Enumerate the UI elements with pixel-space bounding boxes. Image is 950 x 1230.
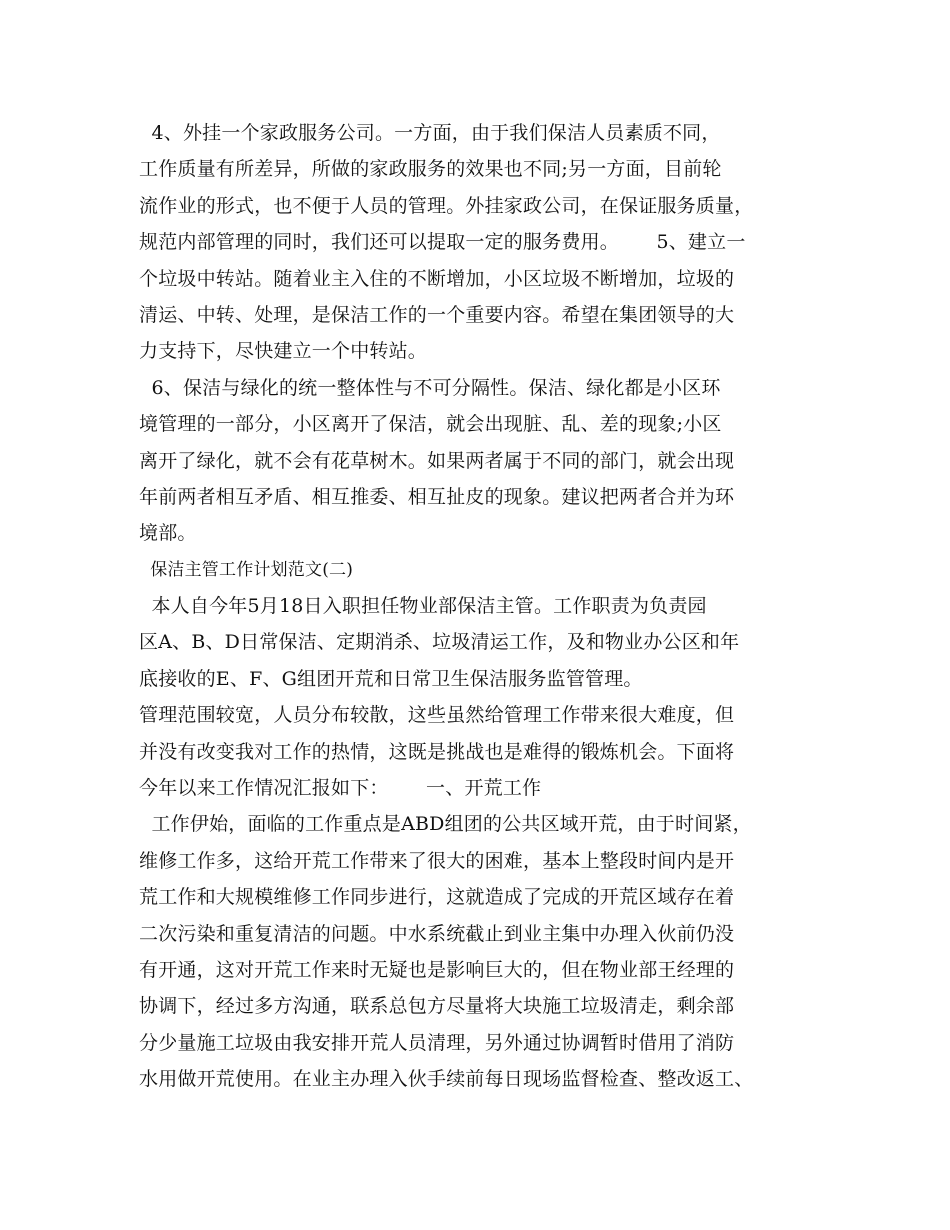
text-line: 4、外挂一个家政服务公司。一方面，由于我们保洁人员素质不同， xyxy=(139,122,721,144)
text-line: 底接收的E、F、G组团开荒和日常卫生保洁服务监管管理。 xyxy=(139,667,643,690)
text-line: 规范内部管理的同时，我们还可以提取一定的服务费用。 5、建立一 xyxy=(139,231,746,254)
text-line: 力支持下，尽快建立一个中转站。 xyxy=(139,340,428,363)
text-line: 荒工作和大规模维修工作同步进行，这就造成了完成的开荒区域存在着 xyxy=(139,886,735,909)
text-line: 境管理的一部分，小区离开了保洁，就会出现脏、乱、差的现象;小区 xyxy=(139,413,722,436)
text-line: 本人自今年5月18日入职担任物业部保洁主管。工作职责为负责园 xyxy=(139,595,707,618)
section-heading: 保洁主管工作计划范文(二) xyxy=(139,559,354,580)
text-line: 清运、中转、处理，是保洁工作的一个重要内容。希望在集团领导的大 xyxy=(139,303,735,326)
text-line: 二次污染和重复清洁的问题。中水系统截止到业主集中办理入伙前仍没 xyxy=(139,922,735,945)
text-line: 个垃圾中转站。随着业主入住的不断增加，小区垃圾不断增加，垃圾的 xyxy=(139,267,735,290)
text-line: 年前两者相互矛盾、相互推委、相互扯皮的现象。建议把两者合并为环 xyxy=(139,485,735,508)
text-line: 管理范围较宽，人员分布较散，这些虽然给管理工作带来很大难度，但 xyxy=(139,704,735,727)
text-line: 工作伊始，面临的工作重点是ABD组团的公共区域开荒，由于时间紧， xyxy=(139,813,752,836)
text-line: 分少量施工垃圾由我安排开荒人员清理，另外通过协调暂时借用了消防 xyxy=(139,1031,735,1054)
text-line: 并没有改变我对工作的热情，这既是挑战也是难得的锻炼机会。下面将 xyxy=(139,740,735,763)
text-line: 水用做开荒使用。在业主办理入伙手续前每日现场监督检查、整改返工、 xyxy=(139,1068,754,1091)
text-line: 区A、B、D日常保洁、定期消杀、垃圾清运工作，及和物业办公区和年 xyxy=(139,631,740,654)
text-line: 协调下，经过多方沟通，联系总包方尽量将大块施工垃圾清走，剩余部 xyxy=(139,995,735,1018)
text-line: 6、保洁与绿化的统一整体性与不可分隔性。保洁、绿化都是小区环 xyxy=(139,376,721,399)
text-line: 维修工作多，这给开荒工作带来了很大的困难，基本上整段时间内是开 xyxy=(139,849,735,872)
text-line: 离开了绿化，就不会有花草树木。如果两者属于不同的部门，就会出现 xyxy=(139,449,735,472)
text-line: 境部。 xyxy=(139,522,197,545)
text-line: 今年以来工作情况汇报如下： 一、开荒工作 xyxy=(139,777,542,800)
text-line: 流作业的形式，也不便于人员的管理。外挂家政公司，在保证服务质量， xyxy=(139,194,754,217)
document-body xyxy=(139,115,829,1098)
text-line: 工作质量有所差异，所做的家政服务的效果也不同;另一方面，目前轮 xyxy=(139,158,722,181)
text-line: 有开通，这对开荒工作来时无疑也是影响巨大的，但在物业部王经理的 xyxy=(139,958,735,981)
